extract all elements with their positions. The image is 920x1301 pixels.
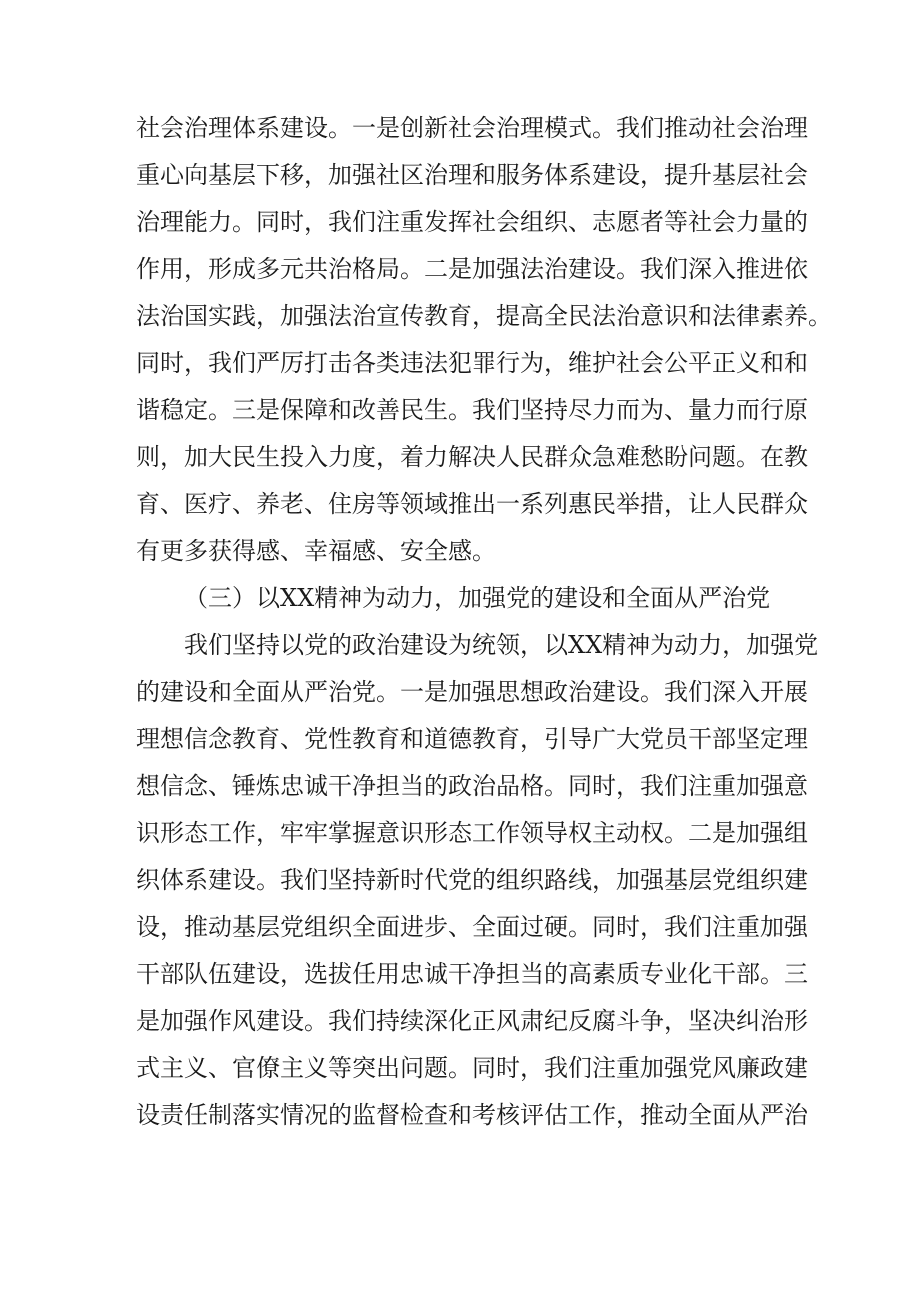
paragraph-line: 治理能力。同时，我们注重发挥社会组织、志愿者等社会力量的 <box>136 208 808 236</box>
paragraph-line: 育、医疗、养老、住房等领域推出一系列惠民举措，让人民群众 <box>136 490 808 518</box>
paragraph-line: 设，推动基层党组织全面进步、全面过硬。同时，我们注重加强 <box>136 913 808 941</box>
paragraph-line: 设责任制落实情况的监督检查和考核评估工作，推动全面从严治 <box>136 1101 808 1129</box>
paragraph-line: 有更多获得感、幸福感、安全感。 <box>136 537 496 565</box>
paragraph-line: 干部队伍建设，选拔任用忠诚干净担当的高素质专业化干部。三 <box>136 960 808 988</box>
section-heading: （三）以XX精神为动力，加强党的建设和全面从严治党 <box>184 584 771 612</box>
paragraph-line: 织体系建设。我们坚持新时代党的组织路线，加强基层党组织建 <box>136 866 808 894</box>
paragraph-line: 是加强作风建设。我们持续深化正风肃纪反腐斗争，坚决纠治形 <box>136 1007 808 1035</box>
paragraph-line: 识形态工作，牢牢掌握意识形态工作领导权主动权。二是加强组 <box>136 819 808 847</box>
paragraph-line: 作用，形成多元共治格局。二是加强法治建设。我们深入推进依 <box>136 255 808 283</box>
paragraph-line: 我们坚持以党的政治建设为统领，以XX精神为动力，加强党 <box>184 631 819 659</box>
paragraph-line: 同时，我们严厉打击各类违法犯罪行为，维护社会公平正义和和 <box>136 349 808 377</box>
paragraph-line: 理想信念教育、党性教育和道德教育，引导广大党员干部坚定理 <box>136 725 808 753</box>
paragraph-line: 重心向基层下移，加强社区治理和服务体系建设，提升基层社会 <box>136 161 808 189</box>
paragraph-line: 式主义、官僚主义等突出问题。同时，我们注重加强党风廉政建 <box>136 1054 808 1082</box>
paragraph-line: 法治国实践，加强法治宣传教育，提高全民法治意识和法律素养。 <box>136 302 832 330</box>
paragraph-line: 的建设和全面从严治党。一是加强思想政治建设。我们深入开展 <box>136 678 808 706</box>
paragraph-line: 则，加大民生投入力度，着力解决人民群众急难愁盼问题。在教 <box>136 443 808 471</box>
paragraph-line: 社会治理体系建设。一是创新社会治理模式。我们推动社会治理 <box>136 114 808 142</box>
paragraph-line: 想信念、锤炼忠诚干净担当的政治品格。同时，我们注重加强意 <box>136 772 808 800</box>
paragraph-line: 谐稳定。三是保障和改善民生。我们坚持尽力而为、量力而行原 <box>136 396 808 424</box>
